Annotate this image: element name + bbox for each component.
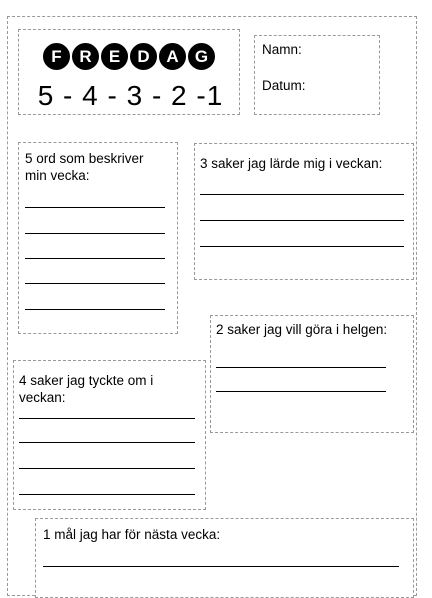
answer-line[interactable] [216,391,386,392]
three-learned-prompt: 3 saker jag lärde mig i veckan: [200,156,383,171]
answer-line[interactable] [19,494,195,495]
answer-line[interactable] [43,566,399,567]
answer-line[interactable] [25,258,165,259]
title-letter-f: F [43,43,70,70]
title-circles [43,43,215,70]
one-goal-prompt: 1 mål jag har för nästa vecka: [43,527,221,542]
answer-line[interactable] [216,367,386,368]
answer-line[interactable] [19,442,195,443]
answer-line[interactable] [25,207,165,208]
date-label: Datum: [262,78,306,93]
answer-line[interactable] [19,418,195,419]
answer-line[interactable] [25,283,165,284]
title-letter-r: R [72,43,99,70]
answer-line[interactable] [25,309,165,310]
answer-line[interactable] [200,220,404,221]
four-liked-prompt: 4 saker jag tyckte om i veckan: [19,373,154,405]
two-weekend-prompt: 2 saker jag vill göra i helgen: [216,322,388,337]
answer-line[interactable] [200,194,404,195]
name-label: Namn: [262,42,302,57]
title-letter-e: E [101,43,128,70]
answer-line[interactable] [19,468,195,469]
title-letter-d: D [130,43,157,70]
answer-line[interactable] [25,233,165,234]
answer-line[interactable] [200,246,404,247]
title-letter-a: A [159,43,186,70]
five-words-prompt: 5 ord som beskriver min vecka: [25,151,144,183]
title-letter-g: G [188,43,215,70]
countdown-title: 5 - 4 - 3 - 2 -1 [37,80,224,111]
